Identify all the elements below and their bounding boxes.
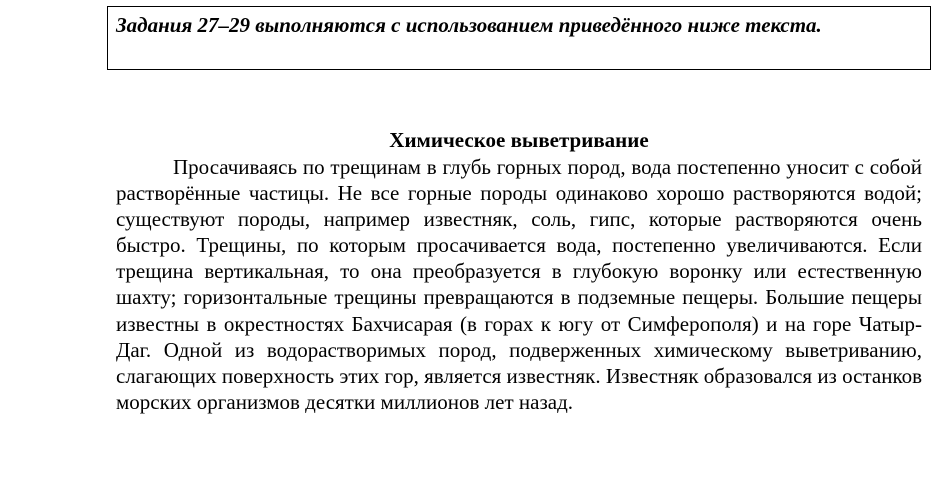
article	[116, 126, 922, 415]
article-body: Просачиваясь по трещинам в глубь горных пород, вода постепенно уносит с собой растворённые частицы. Не все горные породы одинаково хорошо растворяются водой; существуют породы, например известняк, соль, гипс, которые растворяются очень быстро. Трещины, по которым просачивается вода, постепенно увеличиваются. Если трещина вертикальная, то она преобразуется в глубокую воронку или естественную шахту; горизонтальные трещины превращаются в подземные пещеры. Большие пещеры известны в окрестностях Бахчисарая (в горах к югу от Симферополя) и на горе Чатыр-Даг. Одной из водорастворимых пород, подверженных химическому выветриванию, слагающих поверхность этих гор, является известняк. Известняк образовался из останков морских организмов десятки миллионов лет назад.	[116, 155, 922, 414]
task-instruction-box	[107, 6, 931, 70]
task-instruction-text: Задания 27–29 выполняются с использованием приведённого ниже текста.	[116, 13, 822, 37]
article-title: Химическое выветривание	[389, 128, 649, 152]
